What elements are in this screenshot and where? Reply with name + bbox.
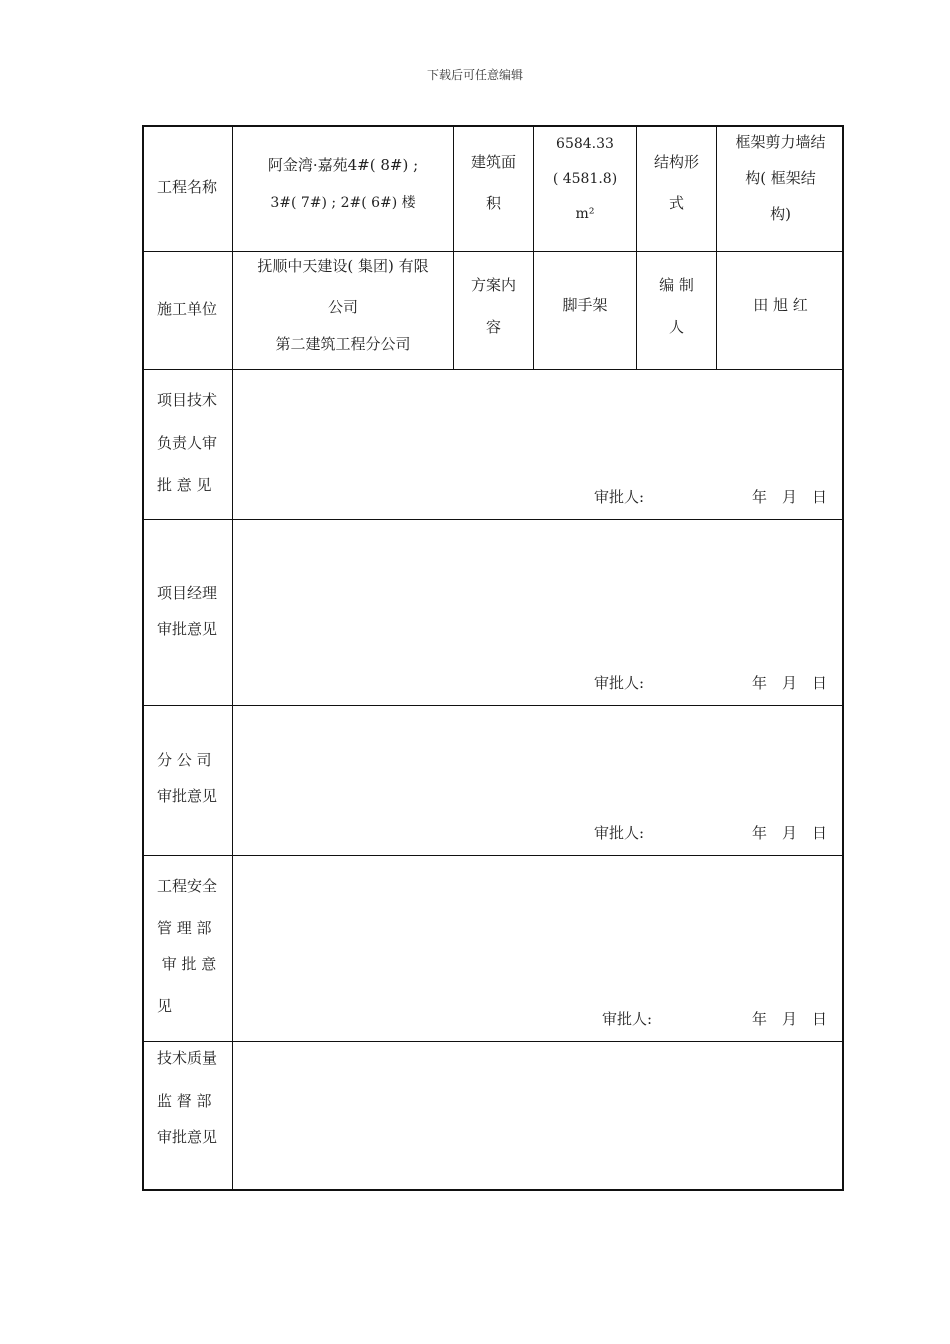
structure-type-line3: 构)	[770, 205, 791, 223]
building-area-unit: m²	[575, 206, 595, 222]
structure-type-line1: 框架剪力墙结	[735, 133, 826, 151]
quality-dept-approval-label-line1: 技术质量	[157, 1049, 218, 1067]
building-area-line2: ( 4581.8)	[552, 171, 618, 187]
approval-date: 年 月 日	[752, 488, 828, 506]
tech-lead-approval-label-line3: 批 意 见	[157, 476, 212, 494]
structure-type-line2: 构( 框架结	[745, 169, 816, 187]
project-name-line2: 3#( 7#) ; 2#( 6#) 楼	[270, 195, 416, 211]
structure-type-label-line1: 结构形	[653, 153, 699, 171]
row-divider	[144, 855, 844, 856]
quality-dept-approval-label-line3: 审批意见	[157, 1128, 218, 1146]
structure-type-label	[637, 155, 716, 211]
row-divider	[144, 251, 844, 252]
project-manager-approval-label-line2: 审批意见	[157, 620, 218, 638]
construction-unit-label: 施工单位	[157, 300, 218, 318]
construction-unit-line3: 第二建筑工程分公司	[275, 335, 411, 353]
approver-label: 审批人:	[594, 674, 645, 692]
construction-unit-line1: 抚顺中天建设( 集团) 有限	[257, 257, 429, 275]
approval-form-table	[142, 125, 844, 1191]
approver-label: 审批人:	[594, 824, 645, 842]
editor-label-line1: 编 制	[659, 276, 694, 294]
building-area-line1: 6584.33	[556, 136, 614, 152]
branch-approval-label-line2: 审批意见	[157, 787, 218, 805]
row-divider	[144, 519, 844, 520]
plan-content-value: 脚手架	[562, 296, 608, 314]
building-area-label-line2: 积	[485, 194, 501, 212]
plan-content-label	[454, 278, 533, 335]
project-name-label: 工程名称	[157, 178, 218, 196]
approval-date: 年 月 日	[752, 824, 828, 842]
structure-type-value	[717, 135, 844, 222]
tech-lead-approval-label-line2: 负责人审	[157, 434, 218, 452]
approver-label: 审批人:	[602, 1010, 653, 1028]
approval-date: 年 月 日	[752, 674, 828, 692]
building-area-label-line1: 建筑面	[470, 153, 516, 171]
safety-dept-approval-label-line4: 见	[157, 997, 173, 1015]
plan-content-label-line1: 方案内	[470, 276, 516, 294]
building-area-value	[534, 137, 636, 221]
branch-approval-label-line1: 分 公 司	[157, 751, 212, 769]
approval-date: 年 月 日	[752, 1010, 828, 1028]
project-name-line1: 阿金湾·嘉苑4#( 8#) ;	[267, 156, 419, 174]
building-area-label	[454, 155, 533, 211]
approver-label: 审批人:	[594, 488, 645, 506]
construction-unit-value	[233, 259, 453, 352]
project-manager-approval-label-line1: 项目经理	[157, 584, 218, 602]
row-divider	[144, 369, 844, 370]
row-divider	[144, 1041, 844, 1042]
editor-label	[637, 278, 716, 335]
safety-dept-approval-label-line3: 审 批 意	[157, 955, 217, 973]
plan-content-label-line2: 容	[485, 318, 501, 336]
project-name-value	[233, 158, 453, 210]
page-header-note: 下载后可任意编辑	[426, 68, 523, 82]
construction-unit-line2: 公司	[327, 298, 358, 316]
structure-type-label-line2: 式	[668, 194, 684, 212]
editor-value: 田 旭 红	[753, 296, 808, 314]
editor-label-line2: 人	[668, 318, 684, 336]
quality-dept-approval-label-line2: 监 督 部	[157, 1092, 212, 1110]
row-divider	[144, 705, 844, 706]
tech-lead-approval-label-line1: 项目技术	[157, 391, 218, 409]
safety-dept-approval-label-line1: 工程安全	[157, 877, 218, 895]
safety-dept-approval-label-line2: 管 理 部	[157, 919, 212, 937]
